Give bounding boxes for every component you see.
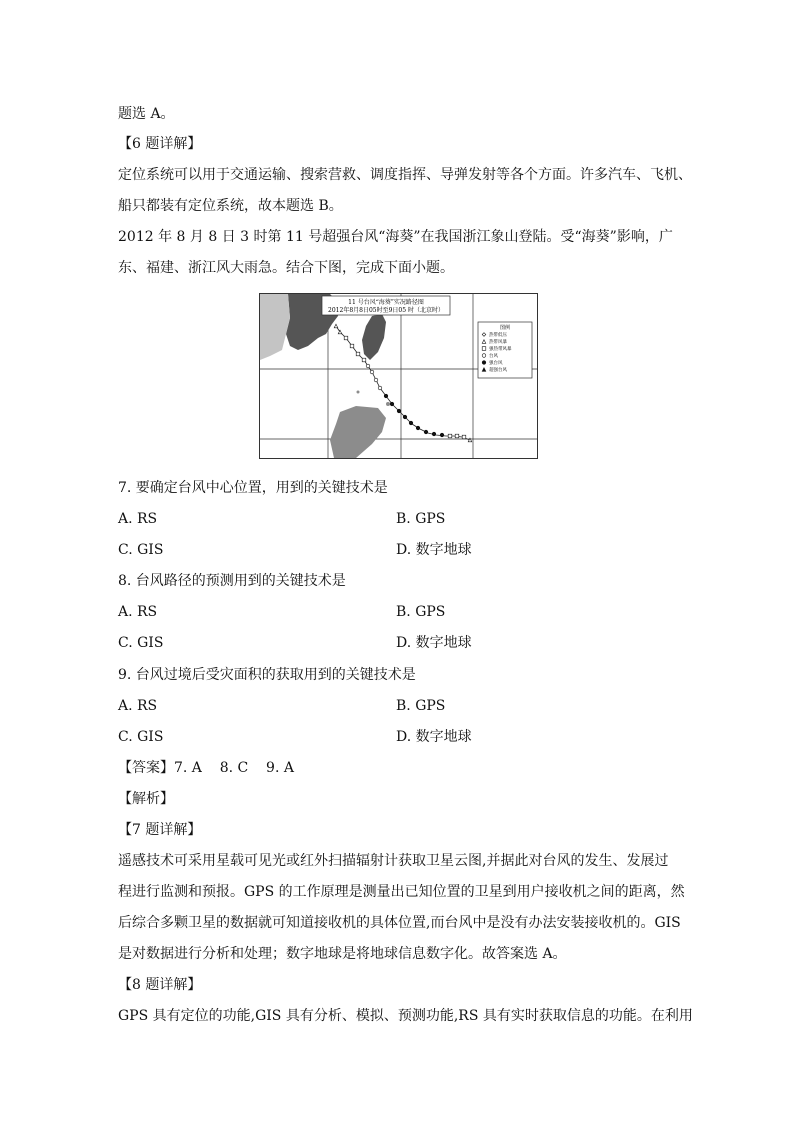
track-point-marker — [390, 402, 394, 406]
q8-option-d: D. 数字地球 — [396, 635, 472, 651]
track-point-marker — [378, 386, 382, 390]
answer-value: 7. A 8. C 9. A — [174, 760, 294, 776]
track-point-marker — [362, 358, 366, 362]
q8-option-b: B. GPS — [396, 604, 446, 620]
track-point-marker — [455, 434, 459, 438]
hollow-circle-icon — [482, 354, 486, 358]
small-island — [357, 391, 360, 394]
q7-detail-line: 后综合多颗卫星的数据就可知道接收机的具体位置,而台风中是没有办法安装接收机的。GIS — [118, 915, 681, 931]
legend-label: 台风 — [489, 354, 498, 359]
q7-detail-line: 是对数据进行分析和处理；数字地球是将地球信息数字化。故答案选 A。 — [118, 946, 567, 962]
paragraph-line: 定位系统可以用于交通运输、搜索营救、调度指挥、导弹发射等各个方面。许多汽车、飞机、 — [118, 167, 692, 183]
q7-detail-line: 遥感技术可采用星载可见光或红外扫描辐射计获取卫星云图,并据此对台风的发生、发展过 — [118, 853, 669, 869]
intro-paragraph-line: 东、福建、浙江风大雨急。结合下图，完成下面小题。 — [118, 260, 454, 276]
q7-option-c: C. GIS — [118, 542, 164, 558]
q8-detail-line: GPS 具有定位的功能,GIS 具有分析、模拟、预测功能,RS 具有实时获取信息的功能。在利用 — [118, 1008, 693, 1024]
analysis-heading: 【解析】 — [118, 791, 174, 807]
legend-label: 超强台风 — [489, 368, 507, 373]
answer-line — [118, 758, 294, 778]
map-svg — [260, 294, 537, 458]
track-point-marker — [432, 432, 436, 436]
map-title: 11 号台风“海葵”实况路径图 — [348, 299, 424, 306]
track-point-marker — [384, 394, 388, 398]
legend-label: 热带低压 — [489, 333, 507, 338]
legend-label: 强台风 — [489, 361, 503, 366]
legend-label: 热带风暴 — [489, 340, 507, 345]
track-point-marker — [350, 344, 354, 348]
hollow-square-icon — [482, 347, 486, 351]
question-8-stem: 8. 台风路径的预测用到的关键技术是 — [118, 573, 346, 589]
q7-detail-line: 程进行监测和预报。GPS 的工作原理是测量出已知位置的卫星到用户接收机之间的距离，然 — [118, 884, 685, 900]
q7-option-a: A. RS — [118, 511, 158, 527]
track-point-marker — [370, 370, 374, 374]
filled-circle-icon — [482, 361, 486, 365]
luzon-island — [330, 406, 386, 458]
q9-option-b: B. GPS — [396, 698, 446, 714]
track-point-marker — [440, 433, 444, 437]
intro-paragraph-line: 2012 年 8 月 8 日 3 时第 11 号超强台风“海葵”在我国浙江象山登陆。受“海葵”影响，广 — [118, 229, 673, 245]
taiwan-island — [362, 314, 386, 360]
legend-title: 图例 — [499, 325, 511, 331]
small-island — [386, 402, 390, 406]
q8-option-a: A. RS — [118, 604, 158, 620]
q7-option-d: D. 数字地球 — [396, 542, 472, 558]
q8-option-c: C. GIS — [118, 635, 164, 651]
paragraph-line: 题选 A。 — [118, 106, 175, 122]
q7-option-b: B. GPS — [396, 511, 446, 527]
q7-detail-heading: 【7 题详解】 — [118, 822, 202, 838]
q8-detail-heading: 【8 题详解】 — [118, 977, 202, 993]
paragraph-line: 船只都装有定位系统，故本题选 B。 — [118, 198, 343, 214]
track-point-marker — [366, 364, 370, 368]
legend-label: 强热带风暴 — [489, 347, 512, 352]
track-point-marker — [409, 421, 413, 425]
track-point-marker — [344, 336, 348, 340]
track-point-marker — [356, 352, 360, 356]
track-point-marker — [374, 378, 378, 382]
typhoon-track-map — [259, 293, 538, 459]
map-legend — [478, 322, 532, 378]
track-point-marker — [462, 435, 466, 439]
question-9-stem: 9. 台风过境后受灾面积的获取用到的关键技术是 — [118, 667, 416, 683]
q9-option-a: A. RS — [118, 698, 158, 714]
q6-section-heading: 【6 题详解】 — [118, 136, 202, 152]
track-point-marker — [448, 434, 452, 438]
track-point-marker — [403, 415, 407, 419]
q9-option-c: C. GIS — [118, 729, 164, 745]
track-point-marker — [397, 409, 401, 413]
track-point-marker — [334, 324, 338, 328]
answer-label: 【答案】 — [118, 760, 174, 776]
question-7-stem: 7. 要确定台风中心位置，用到的关键技术是 — [118, 480, 388, 496]
map-subtitle: 2012年8月8日05时至9日05 时（北京时） — [328, 307, 444, 314]
track-point-marker — [424, 430, 428, 434]
western-land — [260, 294, 290, 360]
q9-option-d: D. 数字地球 — [396, 729, 472, 745]
track-point-marker — [416, 426, 420, 430]
